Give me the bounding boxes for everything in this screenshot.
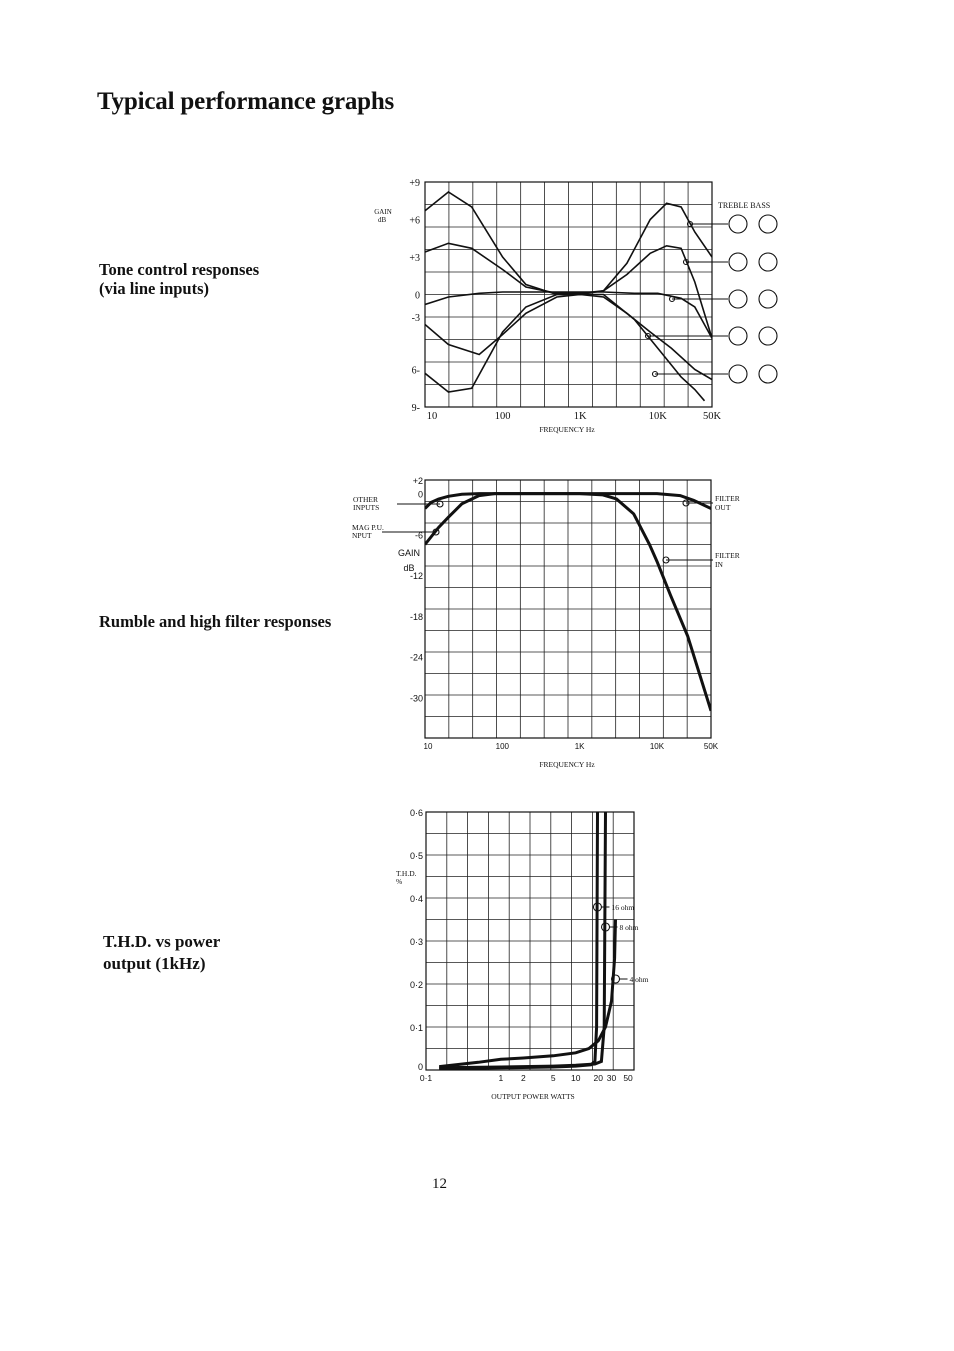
filter-out-label: OUT xyxy=(715,503,731,512)
treble-knob-icon xyxy=(729,215,747,233)
x-tick-label: 1K xyxy=(574,742,585,751)
y-tick-label: -6 xyxy=(414,530,423,541)
page-number: 12 xyxy=(432,1176,447,1192)
rumble-section-title: Rumble and high filter responses xyxy=(99,612,332,631)
x-tick-label: 30 xyxy=(606,1073,617,1083)
y-tick-label: 0 xyxy=(417,489,423,500)
thd-chart xyxy=(396,808,649,1101)
y-axis-unit: dB xyxy=(378,216,387,224)
x-tick-label: 1 xyxy=(498,1073,504,1083)
filter-in-label: IN xyxy=(715,560,723,569)
x-tick-label: 10 xyxy=(426,411,438,422)
y-tick-label: -24 xyxy=(409,652,423,663)
thd-curve-8-ohm xyxy=(439,812,605,1068)
x-tick-label: 50K xyxy=(703,742,719,751)
thd-curves xyxy=(439,812,615,1069)
page-title: Typical performance graphs xyxy=(97,88,395,115)
y-axis-label: T.H.D. xyxy=(396,869,417,878)
mag-pu-label: MAG P.U. xyxy=(352,523,384,532)
x-tick-label: 100 xyxy=(494,411,511,422)
rumble-filter-chart xyxy=(352,476,740,769)
filter-in-label: FILTER xyxy=(715,551,740,560)
y-tick-label: +6 xyxy=(409,215,420,227)
y-tick-label: +9 xyxy=(409,178,420,189)
x-tick-label: 10K xyxy=(648,411,667,422)
x-axis-label: FREQUENCY Hz xyxy=(539,760,595,769)
x-axis-label: FREQUENCY Hz xyxy=(539,425,595,434)
x-tick-label: 0·1 xyxy=(419,1073,433,1083)
thd-series-label: 4 ohm xyxy=(629,975,649,984)
tone-section-line-1: Tone control responses xyxy=(99,260,260,279)
y-axis-label: GAIN xyxy=(397,548,421,558)
x-tick-label: 10 xyxy=(423,742,433,751)
thd-section-line-1: T.H.D. vs power xyxy=(103,932,221,951)
thd-series-label: 16 ohm xyxy=(611,903,635,912)
bass-knob-icon xyxy=(759,253,777,271)
thd-curve-4-ohm xyxy=(439,920,615,1067)
other-inputs-label: OTHER xyxy=(353,495,378,504)
filter-out-label: FILTER xyxy=(715,494,740,503)
tone-section-line-2: (via line inputs) xyxy=(99,279,210,298)
y-tick-label: 0·4 xyxy=(409,894,423,904)
tone-control-chart xyxy=(374,178,777,434)
thd-series-label: 8 ohm xyxy=(619,923,639,932)
x-tick-label: 2 xyxy=(521,1073,526,1083)
y-axis-unit: % xyxy=(396,877,403,886)
y-tick-label: -18 xyxy=(409,611,423,622)
x-tick-label: 50K xyxy=(702,411,722,422)
thd-section-line-2: output (1kHz) xyxy=(103,954,206,973)
y-tick-label: 0 xyxy=(415,290,420,302)
treble-knob-icon xyxy=(729,290,747,308)
y-tick-label: 6- xyxy=(411,365,420,377)
y-tick-label: +3 xyxy=(409,253,420,264)
legend-header: TREBLE BASS xyxy=(718,201,771,210)
x-tick-label: 50 xyxy=(623,1073,633,1083)
y-tick-label: -12 xyxy=(409,571,423,582)
y-tick-label: 0·1 xyxy=(409,1023,423,1033)
treble-knob-icon xyxy=(729,327,747,345)
thd-curve-16-ohm xyxy=(439,812,597,1069)
bass-knob-icon xyxy=(759,365,777,383)
y-tick-label: 0·3 xyxy=(409,937,423,947)
y-tick-label: 0 xyxy=(417,1062,423,1072)
y-tick-label: +2 xyxy=(412,476,423,486)
other-inputs-label: INPUTS xyxy=(353,503,380,512)
y-tick-label: 0·6 xyxy=(409,808,423,818)
bass-knob-icon xyxy=(759,215,777,233)
bass-knob-icon xyxy=(759,290,777,308)
x-tick-label: 100 xyxy=(495,742,509,751)
grid-lines xyxy=(425,480,711,738)
y-tick-label: -30 xyxy=(409,693,423,704)
treble-knob-icon xyxy=(729,253,747,271)
y-tick-label: 0·2 xyxy=(409,980,423,990)
x-tick-label: 10K xyxy=(649,742,665,751)
x-tick-label: 5 xyxy=(550,1073,556,1083)
x-axis-label: OUTPUT POWER WATTS xyxy=(491,1092,575,1101)
x-tick-label: 20 xyxy=(593,1073,604,1083)
mag-pu-label: NPUT xyxy=(352,531,372,540)
treble-knob-icon xyxy=(729,365,747,383)
y-tick-label: 9- xyxy=(411,403,420,414)
bass-knob-icon xyxy=(759,327,777,345)
y-axis-unit: dB xyxy=(403,563,415,573)
y-tick-label: 0·5 xyxy=(409,851,423,861)
x-tick-label: 10 xyxy=(571,1073,581,1083)
y-tick-label: -3 xyxy=(411,313,420,324)
x-tick-label: 1K xyxy=(573,411,587,422)
y-axis-label: GAIN xyxy=(374,208,392,216)
